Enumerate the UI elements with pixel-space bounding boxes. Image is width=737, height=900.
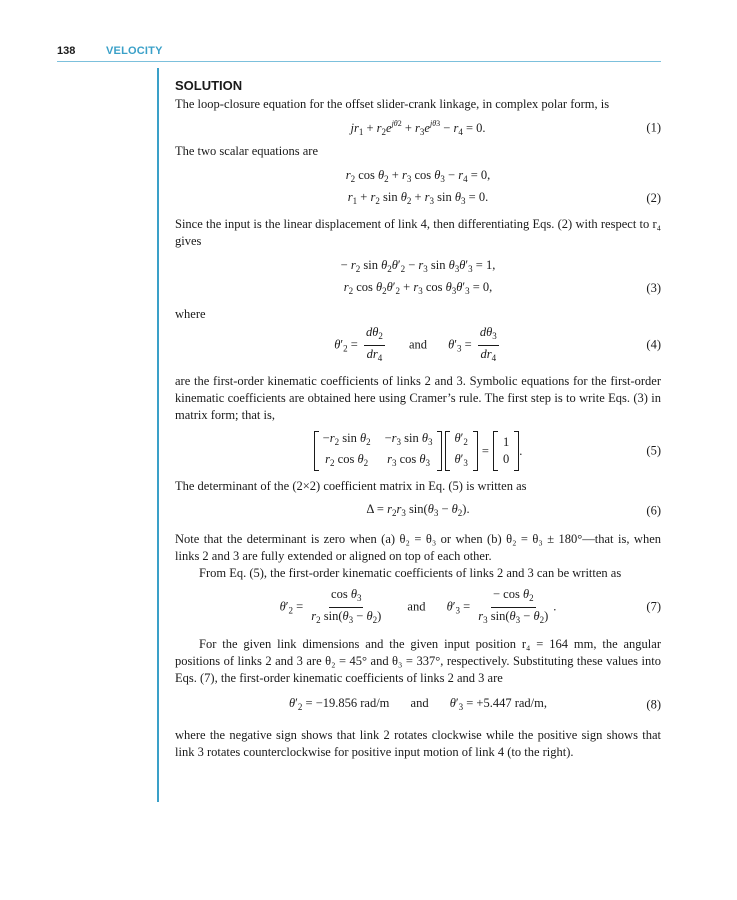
- page-body: [175, 77, 661, 761]
- equation-number: (6): [646, 503, 661, 518]
- equation-number: (3): [646, 281, 661, 295]
- margin-bar: [157, 68, 159, 802]
- word-and: and: [410, 695, 429, 710]
- paragraph: For the given link dimensions and the given input position r₄ = 164 mm, the angular positions of links 2 and 3 are θ₂ = 45° and θ₃ = 337°, respectively. Substituting these values into Eqs. (7), the first-order kinematic coefficients of links 2 and 3 are: [175, 637, 661, 685]
- paragraph: From Eq. (5), the first-order kinematic coefficients of links 2 and 3 can be written as: [199, 566, 622, 580]
- equation-number: (5): [646, 443, 661, 458]
- paragraph: where: [175, 307, 206, 321]
- word-and: and: [407, 598, 426, 613]
- equation-number: (8): [646, 697, 661, 712]
- paragraph: Since the input is the linear displacement of link 4, then differentiating Eqs. (2) with respect to r₄ gives: [175, 217, 661, 248]
- equation-2: $r_2$ $\cos \theta_2 + r_3$ $\cos \theta_3 - r_4 = 0$, $r_1 + r_2$ $\sin \theta_2 + r_3$ $\sin \theta_3 = 0$. (2): [345, 167, 661, 206]
- equation-1: $jr_1 + r_2e^{j\theta 2} + r_3e^{j\theta 3} - r_4 = 0$. (1): [350, 119, 661, 137]
- word-and: and: [408, 336, 428, 351]
- rhs-vector-entry: 0: [502, 452, 510, 466]
- eq3-rhs-1: = 1,: [475, 257, 496, 272]
- equation-3: − $r_2$ $\sin \theta_2\theta'_2 - r_3$ $\sin \theta_3\theta'_3 = 1$, $r_2$ $\cos \theta_2\theta'_2 + r_3$ $\cos \theta_3\theta'_3 = 0$, (3): [340, 257, 661, 296]
- equation-number: (2): [646, 191, 661, 205]
- coefficient-theta2: −19.856 rad/m: [315, 695, 390, 710]
- paragraph: The determinant of the (2×2) coefficient matrix in Eq. (5) is written as: [175, 479, 527, 493]
- paragraph: The loop-closure equation for the offset slider-crank linkage, in complex polar form, is: [175, 97, 610, 111]
- equation-number: (1): [646, 120, 661, 135]
- paragraph: Note that the determinant is zero when (a) θ₂ = θ₃ or when (b) θ₂ = θ₃ ± 180°—that is, when links 2 and 3 are fully extended or aligned on top of each other.: [175, 532, 661, 563]
- section-heading: SOLUTION: [175, 78, 243, 93]
- coefficient-matrix: $-r_2$ $\sin \theta_2$ $-r_3$ $\sin \theta_3$ $r_2$ $\cos \theta_2$ $r_3$ $\cos \theta_3$ $\theta'_2$ $\theta'_3$ = 1 0 .: [314, 430, 523, 472]
- equation-6: $\Delta = r_2r_3$ $\sin(\theta_3 - \theta_2)$. (6): [366, 501, 661, 518]
- equation-4: $\theta'_2$ = $\frac{d\theta_2}{dr_4}$ and $\theta'_3$ = $\frac{d\theta_3}{dr_4}$ (4): [334, 324, 661, 363]
- coefficient-theta3: +5.447 rad/m,: [476, 695, 547, 710]
- equation-number: (4): [646, 337, 661, 352]
- paragraph: The two scalar equations are: [175, 144, 318, 158]
- paragraph: where the negative sign shows that link 2 rotates clockwise while the positive sign shows that link 3 rotates counterclockwise for positive input motion of link 4 (to the right).: [175, 728, 661, 759]
- paragraph: are the first-order kinematic coefficients of links 2 and 3. Symbolic equations for the first-order kinematic coefficients are obtained here using Cramer’s rule. The first step is to write Eqs. (3) in matrix form; that is,: [175, 374, 661, 422]
- header-rule: [57, 61, 661, 62]
- equation-8: $\theta'_2 = -19.856$ rad/m and $\theta'_3 = +5.447$ rad/m, (8): [289, 695, 661, 712]
- eq3-rhs-2: = 0,: [472, 279, 493, 294]
- running-header: VELOCITY: [106, 45, 163, 57]
- equation-7: $\theta'_2$ = $\frac{\cos \theta_3}{r_2 \sin(\theta_3 - \theta_2)}$ and $\theta'_3$ = $\frac{- \cos \theta_2}{r_3 \sin(\theta_3 - \theta_2)}$ . (7): [279, 586, 661, 625]
- page-number: 138: [57, 45, 76, 57]
- rhs-vector-entry: 1: [502, 435, 510, 449]
- equation-number: (7): [646, 599, 661, 614]
- equation-5: [175, 424, 661, 478]
